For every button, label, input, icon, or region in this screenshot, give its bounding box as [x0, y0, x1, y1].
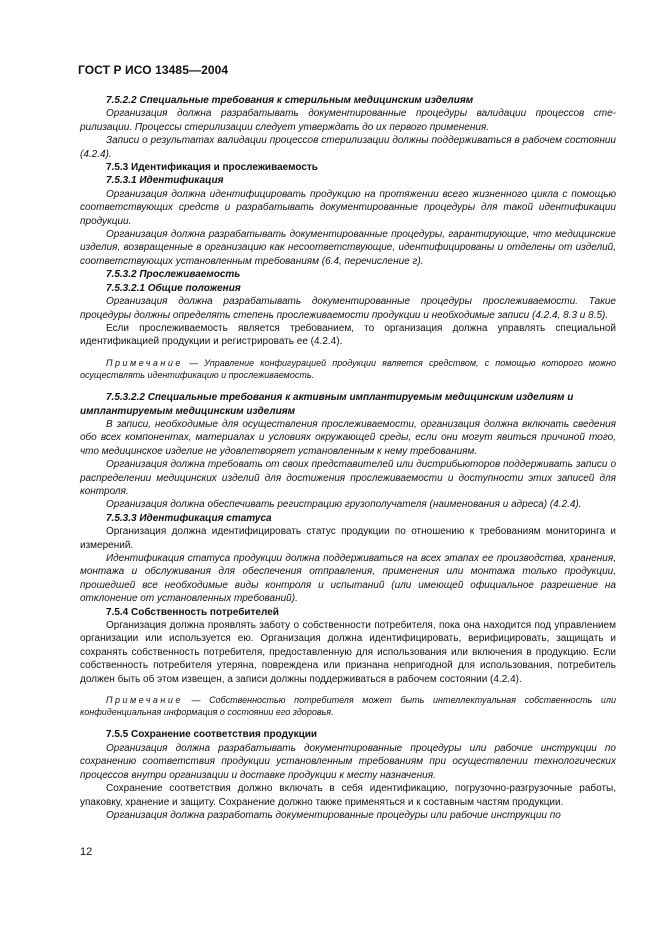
document-header: ГОСТ Р ИСО 13485—2004: [78, 63, 229, 77]
note-paragraph: [80, 357, 616, 381]
body-paragraph: Организация должна идентифицировать продукцию на протяжении всего жизненного цикла с помощью соответствующих средств и разрабатывать документированные процедуры для такой идентификации продукции.: [80, 188, 616, 227]
body-paragraph: Если прослеживаемость является требованием, то организация должна управлять специальной идентификацией продукции и регистрировать ее (4.2.4).: [80, 322, 616, 348]
body-paragraph: Идентификация статуса продукции должна поддерживаться на всех этапах ее производства, хранения, монтажа и обслуживания для обеспечения отправления, применения или монтажа только продукции, прошедшей все необходимые виды контроля и испытаний (или имеющей официальное разрешение на отклонение от установленных требований).: [80, 553, 616, 605]
body-paragraph: В записи, необходимые для осуществления прослеживаемости, организация должна включать сведения обо всех компонентах, материалах и условиях окружающей среды, если они могут явиться причиной того, что медицинское изделие не удовлетворяет установленным к нему требованиям.: [80, 418, 616, 457]
body-paragraph: Организация должна идентифицировать статус продукции по отношению к требованиям мониторинга и измерений.: [80, 526, 616, 551]
body-paragraph: Записи о результатах валидации процессов стерилизации должны поддерживаться в рабочем состоянии (4.2.4).: [80, 135, 616, 160]
body-paragraph: Организация должна разрабатывать документированные процедуры валидации процессов стерилизации. Процессы стерилизации следует утверждать до их первого применения.: [80, 108, 616, 133]
body-paragraph: Организация должна разрабатывать документированные процедуры, гарантирующие, что медицинские изделия, возвращенные в организацию как несоответствующие, идентифицированы и отделены от изделий, соответствующих установленным требованиям (6.4, перечисление г).: [80, 229, 616, 267]
section-heading: 7.5.3.2 Прослеживаемость: [106, 269, 241, 281]
note-paragraph: [80, 694, 616, 718]
section-heading: 7.5.3.3 Идентификация статуса: [106, 512, 272, 524]
page-number: 12: [80, 846, 93, 858]
body-paragraph: Организация должна разрабатывать документированные процедуры прослеживаемости. Такие процедуры должны определять степень прослеживаемости продукции и необходимые записи (4.2.4, 8.3 и 8.5).: [80, 296, 616, 321]
document-body: [80, 94, 616, 822]
section-heading: 7.5.3.2.2 Специальные требования к активным имплантируемым медицинским изделиям и имплантируемым медицинским изделиям: [80, 392, 574, 417]
section-heading: 7.5.4 Собственность потребителей: [106, 606, 279, 618]
section-heading: 7.5.3.2.1 Общие положения: [106, 282, 241, 294]
section-heading: 7.5.2.2 Специальные требования к стерильным медицинским изделиям: [106, 95, 474, 106]
section-heading: 7.5.5 Сохранение соответствия продукции: [106, 729, 318, 741]
body-paragraph: Организация должна проявлять заботу о собственности потребителя, пока она находится под управлением организации или используется ею. Организация должна идентифицировать, верифицировать, защищать и сохранять собственность потребителя, предоставленную для использования или включения в продукцию. Если собственность потребителя утеряна, повреждена или признана непригодной для использования, потребитель должен быть об этом извещен, а записи должны поддерживаться в рабочем состоянии (4.2.4).: [80, 620, 616, 685]
body-paragraph: Организация должна требовать от своих представителей или дистрибьюторов поддерживать записи о распределении медицинских изделий для достижения прослеживаемости и доступности этих записей для контроля.: [80, 459, 616, 497]
note-label: Примечание: [106, 695, 183, 706]
note-label: Примечание: [106, 357, 183, 368]
section-heading: 7.5.3 Идентификация и прослеживаемость: [106, 162, 318, 174]
note-text: — Управление конфигурацией продукции является средством, с помощью которого можно осуществлять идентификацию и прослеживаемость.: [80, 357, 616, 380]
section-heading: 7.5.3.1 Идентификация: [106, 175, 224, 187]
body-paragraph: Организация должна разработать документированные процедуры или рабочие инструкции по: [106, 809, 561, 821]
body-paragraph: Сохранение соответствия должно включать в себя идентификацию, погрузочно-разгрузочные работы, упаковку, хранение и защиту. Сохранение должно также применяться и к составным частям продукции.: [80, 783, 616, 808]
note-text: — Собственностью потребителя может быть интеллектуальная собственность или конфиденциальная информация о состоянии его здоровья.: [80, 695, 616, 718]
body-paragraph: Организация должна разрабатывать документированные процедуры или рабочие инструкции по сохранению соответствия продукции установленным требованиям при осуществлении технологических процессов внутри организации и доставке продукции к месту назначения.: [80, 742, 616, 781]
body-paragraph: Организация должна обеспечивать регистрацию грузополучателя (наименования и адреса) (4.2.4).: [106, 499, 582, 511]
